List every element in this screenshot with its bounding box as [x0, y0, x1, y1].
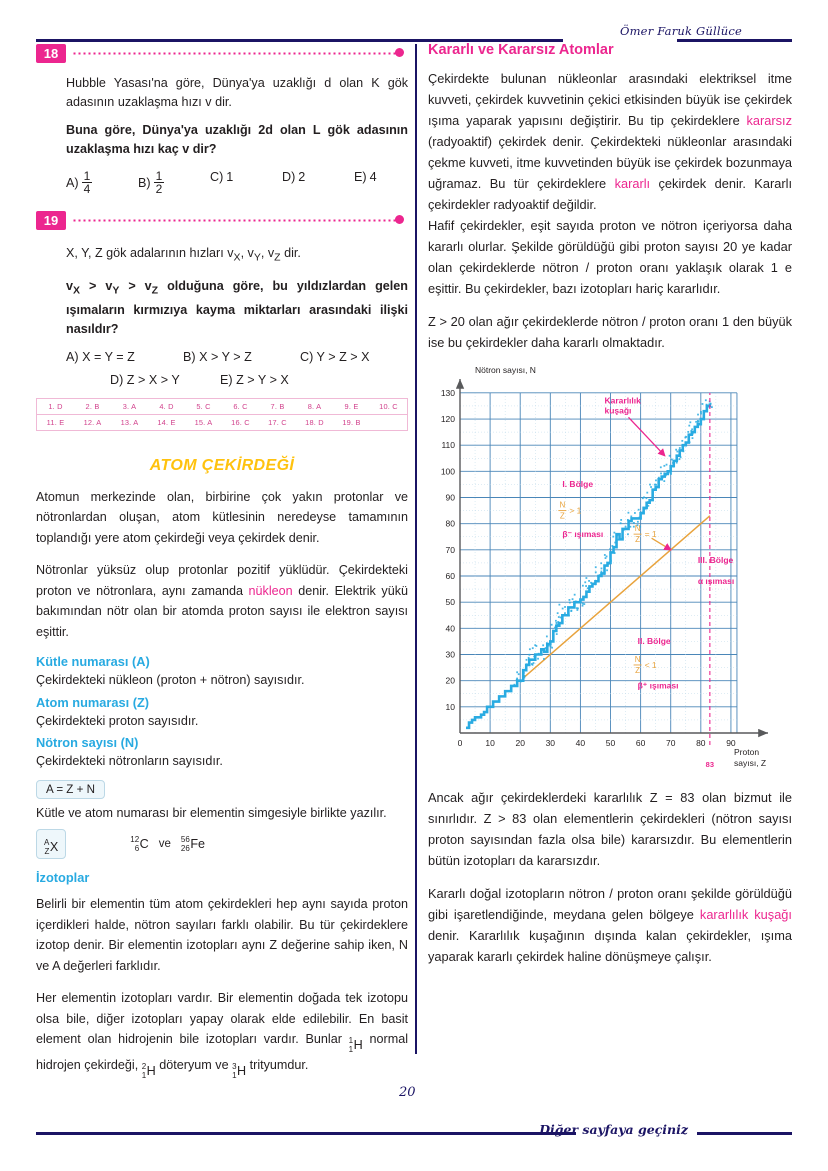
iso3-mass: 3 [232, 1062, 237, 1072]
option-a[interactable] [66, 170, 138, 195]
text-part: denir. Elektrik yükü bakımından nötr olan bir atomda proton sayısı ile elektron sayısı eşittir. [36, 583, 408, 639]
question-19-dotted-rule [72, 219, 398, 222]
paragraph-stability-intro [428, 68, 792, 215]
question-18-ask: Buna göre, Dünya'ya uzaklığı 2d olan L gök adasının uzaklaşma hızı kaç v dir? [66, 123, 408, 156]
example2-atomic-number: 26 [180, 844, 190, 853]
answer-key-row [37, 399, 407, 415]
chart-minor-grid [460, 393, 737, 733]
question-19-header [36, 211, 408, 232]
question-18-number: 18 [36, 44, 66, 63]
text-part: Kararlı doğal izotopların nötron / proton oranı şekilde görüldüğü gibi işaretlendiğinde, meydana gelen bölgeye [428, 886, 792, 922]
answer-cell: 10. C [379, 401, 398, 411]
option-e[interactable] [354, 170, 377, 184]
answer-key [36, 398, 408, 431]
example-conjunction: ve [158, 838, 171, 850]
answer-cell: 16. C [231, 417, 250, 427]
page-footer [36, 1122, 792, 1142]
x-axis-title-line2: sayısı, Z [734, 758, 767, 768]
footer-rule-right [697, 1132, 792, 1135]
y-axis-title: Nötron sayısı, N [475, 365, 536, 375]
y-tick-40: 40 [445, 623, 455, 634]
y-tick-60: 60 [445, 571, 455, 582]
answer-cell: 2. B [85, 401, 100, 411]
def-kutle-numarasi-text: Çekirdekteki nükleon (proton + nötron) sayısıdır. [36, 673, 305, 687]
stability-band-chart [428, 357, 792, 777]
paragraph-hydrogen-isotopes [36, 988, 408, 1082]
answer-cell: 5. C [196, 401, 211, 411]
paragraph-symbol-notation: Kütle ve atom numarası bir elementin simgesiyle birlikte yazılır. [36, 805, 387, 820]
svg-text:Z: Z [635, 535, 641, 545]
annotation-kararlilik-kusagi: Kararlılık [604, 395, 641, 406]
annotation-N-Z---1: = 1 [644, 529, 657, 540]
option-e-value: 4 [369, 170, 377, 184]
def-atom-numarasi-title: Atom numarası (Z) [36, 694, 150, 710]
question-18-body [36, 74, 408, 195]
y-tick-50: 50 [445, 597, 455, 608]
x-axis-title-line1: Proton [734, 747, 760, 757]
chart-svg [428, 357, 792, 777]
iso2-element: H [146, 1064, 156, 1078]
isotope-tritium [232, 1061, 246, 1082]
option-c[interactable] [210, 170, 282, 184]
option-b[interactable] [138, 170, 210, 195]
option-d[interactable] [282, 170, 354, 184]
x-tick-20: 20 [515, 738, 525, 748]
answer-cell: 3. A [122, 401, 137, 411]
iso3-atomic: 1 [232, 1071, 237, 1081]
option-c-value: 1 [226, 170, 234, 184]
option-b-numerator: 1 [155, 169, 163, 183]
option-a-fraction [82, 170, 93, 195]
annotation-N-Z---1: > 1 [569, 505, 582, 516]
iso1-element: H [353, 1037, 363, 1052]
option-b-label: B) [138, 175, 151, 190]
paragraph-stability-band [428, 883, 792, 967]
def-atom-numarasi-text: Çekirdekteki proton sayısıdır. [36, 713, 199, 728]
answer-cell: 19. B [342, 417, 361, 427]
annotation------mas-: α ışıması [697, 575, 735, 586]
option-a[interactable]: A) X = Y = Z [66, 349, 135, 364]
highlight-kararsiz: kararsız [746, 113, 792, 128]
def-notron-sayisi-text: Çekirdekteki nötronların sayısıdır. [36, 754, 223, 768]
chart-annotations [558, 395, 734, 690]
example2-mass-number: 56 [180, 835, 190, 844]
option-b[interactable]: B) X > Y > Z [183, 349, 252, 364]
answer-cell: 1. D [48, 401, 63, 411]
x-tick-90: 90 [726, 738, 736, 748]
paragraph-light-nuclei: Hafif çekirdekler, eşit sayıda proton ve nötron içeriyorsa daha kararlı olurlar. Şekilde görüldüğü gibi proton sayısı 20 ye kadar olan çekirdeklerde nötron / proton oranı yaklaşık olarak 1 e eşittir. Bu çekirdekler, bazı izotopları hariç kararlıdır. [428, 218, 792, 296]
svg-text:Z: Z [559, 511, 565, 521]
y-tick-70: 70 [445, 544, 455, 555]
author-signature: Ömer Faruk Güllüce [619, 24, 743, 38]
answer-cell: 8. A [307, 401, 322, 411]
symbol-element: X [49, 840, 59, 854]
isotope-deuterium [142, 1061, 156, 1082]
question-19-options-row-2 [66, 373, 408, 387]
question-19-number: 19 [36, 211, 66, 230]
section-title-kararli-kararsiz: Kararlı ve Kararsız Atomlar [428, 42, 614, 58]
answer-cell: 14. E [157, 417, 176, 427]
text-part: (radyoaktif) çekirdek denir. Çekirdekteki nükleonlar arasındaki çekme kuvveti, itme kuvvetinden büyük ise çekirdek bozunmaya uğramaz. Bu tür çekirdeklere [428, 134, 792, 191]
option-d-value: 2 [298, 170, 306, 184]
example1-mass-number: 12 [130, 835, 140, 844]
option-c-label: C) [210, 170, 224, 184]
example-carbon-12 [130, 835, 149, 853]
text-part: döteryum ve [155, 1058, 233, 1073]
y-tick-130: 130 [440, 387, 455, 398]
question-18 [36, 44, 408, 195]
x-tick-10: 10 [485, 738, 495, 748]
example-iron-56 [181, 835, 205, 853]
answer-cell: 15. A [194, 417, 213, 427]
example2-element: Fe [190, 837, 206, 851]
nuclide-examples [36, 829, 408, 859]
example1-atomic-number: 6 [134, 844, 140, 853]
y-tick-20: 20 [445, 675, 455, 686]
y-tick-90: 90 [445, 492, 455, 503]
text-part: Nötronlar yüksüz olup protonlar pozitif yüklüdür. Çekirdekteki proton ve nötronlara, aynı zamanda [36, 563, 408, 598]
option-a-denominator: 4 [83, 182, 91, 197]
answer-cell: 6. C [233, 401, 248, 411]
text-part: Her elementin izotopları vardır. Bir elementin doğada tek izotopu olsa bile, diğer izotopları yapay olarak elde edilebilir. En basit element olan hidrojenin bile izotopları vardır. Bunlar [36, 991, 408, 1046]
option-e[interactable]: E) Z > Y > X [220, 372, 289, 387]
formula-a-equals-z-plus-n: A = Z + N [36, 780, 105, 799]
y-tick-30: 30 [445, 649, 455, 660]
paragraph-izotop-definition: Belirli bir elementin tüm atom çekirdekleri hep aynı sayıda proton içerdikleri halde, nötron sayıları farklı olabilir. Bu tür çekirdeklere izotop denir. Bir elementin izotopları aynı Z değerine sahip iken, N ve A değerleri farklıdır. [36, 897, 408, 973]
page-number: 20 [399, 1085, 416, 1100]
answer-cell: 9. E [344, 401, 359, 411]
svg-text:N: N [634, 654, 641, 664]
iso2-mass: 2 [141, 1062, 147, 1072]
z83-label: 83 [705, 760, 715, 769]
answer-cell: 7. B [270, 401, 285, 411]
answer-key-row [37, 415, 407, 430]
text-part: Çekirdekte bulunan nükleonlar arasındaki elektriksel itme kuvveti, çekirdek kuvvetinin çekici etkisinden büyük ise çekirdek ışıma yaparak yapısını değiştirir. Bu tip çekirdeklere [428, 71, 792, 128]
question-19-ask: $v_X > v_Y > v_Z$ olduğuna göre, bu yıldızlardan gelen ışımaların kırmızıya kayma miktarları arasındaki ilişki nasıldır? [66, 278, 408, 336]
option-a-numerator: 1 [83, 169, 91, 183]
question-19 [36, 211, 408, 386]
option-a-label: A) [66, 175, 79, 190]
annotation-N-Z---1: < 1 [644, 659, 657, 670]
svg-text:kuşağı: kuşağı [604, 405, 632, 416]
question-19-body [36, 244, 408, 386]
question-18-header [36, 44, 408, 65]
option-d-label: D) [282, 170, 296, 184]
answer-cell: 17. C [268, 417, 287, 427]
annotation-I--Bölge: I. Bölge [562, 479, 594, 490]
option-c[interactable]: C) Y > Z > X [300, 349, 370, 364]
annotation-II--Bölge: II. Bölge [637, 636, 671, 647]
paragraph-atom-definition: Atomun merkezinde olan, birbirine çok yakın protonlar ve nötronlardan oluşan, atom kütlesinin neredeyse tamamının toplandığı yere atom çekirdeği veya çekirdek denir. [36, 489, 408, 545]
footer-next-page-text: Diğer sayfaya geçiniz [539, 1122, 688, 1137]
x-tick-50: 50 [605, 738, 616, 748]
answer-cell: 11. E [46, 417, 65, 427]
isotope-protium [349, 1035, 363, 1056]
question-18-stem: Hubble Yasası'na göre, Dünya'ya uzaklığı d olan K gök adasının uzaklaşma hızı v dir. [66, 76, 408, 109]
y-tick-120: 120 [440, 414, 455, 425]
x-tick-70: 70 [665, 738, 676, 748]
question-19-stem: X, Y, Z gök adalarının hızları $v_X$, $v_Y$, $v_Z$ dir. [66, 246, 301, 264]
x-tick-80: 80 [696, 738, 706, 748]
footer-rule-left [36, 1132, 576, 1135]
x-tick-60: 60 [635, 738, 646, 748]
annotation-------mas-: β⁺ ışıması [637, 680, 679, 691]
answer-cell: 12. A [83, 417, 102, 427]
column-divider [415, 44, 417, 1054]
stability-band-scatter [514, 399, 713, 685]
paragraph-nucleon [36, 560, 408, 642]
highlight-kararlilik-kusagi: kararlılık kuşağı [699, 907, 792, 922]
text-part: trityumdur. [246, 1058, 309, 1073]
right-column [428, 42, 792, 979]
option-b-fraction [154, 170, 165, 195]
text-part: normal hidrojen çekirdeği, [36, 1032, 408, 1073]
svg-text:N: N [634, 524, 641, 534]
question-19-dot-end [395, 215, 404, 224]
option-e-label: E) [354, 170, 367, 184]
option-b-denominator: 2 [155, 182, 163, 197]
x-tick-0: 0 [457, 738, 463, 748]
annotation-III--Bölge: III. Bölge [697, 554, 734, 565]
y-tick-100: 100 [440, 466, 455, 477]
iso1-mass: 1 [348, 1036, 354, 1045]
symbol-atomic-number: Z [44, 847, 50, 856]
symbol-mass-number: A [44, 838, 50, 847]
answer-cell: 4. D [159, 401, 174, 411]
y-tick-110: 110 [441, 440, 455, 451]
annotation-------mas-: β⁻ ışıması [562, 528, 604, 539]
def-kutle-numarasi-title: Kütle numarası (A) [36, 654, 150, 669]
question-18-dotted-rule [72, 52, 398, 55]
izotoplar-title: İzotoplar [36, 870, 90, 885]
y-tick-10: 10 [445, 701, 455, 712]
def-notron-sayisi-title: Nötron sayısı (N) [36, 735, 139, 750]
question-18-options [66, 170, 408, 195]
topic-title: ATOM ÇEKİRDEĞİ [149, 456, 295, 474]
paragraph-heavy-nuclei: Z > 20 olan ağır çekirdeklerde nötron / proton oranı 1 den büyük ise bu çekirdekler daha kararlı olmaktadır. [428, 314, 792, 350]
answer-cell: 18. D [305, 417, 324, 427]
generic-nuclide-symbol [36, 829, 66, 859]
paragraph-bismuth-limit: Ancak ağır çekirdeklerdeki kararlılık Z = 83 olan bizmut ile sınırlıdır. Z > 83 olan elementlerin çekirdekleri (nötron sayısı proton sayısından fazla olsa bile) kararsızdır. Bu elementlerin bütün izotopları da kararsızdır. [428, 790, 792, 868]
svg-text:Z: Z [635, 665, 641, 675]
x-tick-40: 40 [575, 738, 586, 748]
svg-text:N: N [559, 500, 566, 510]
iso2-atomic: 1 [141, 1071, 147, 1081]
stability-band-series [466, 403, 710, 727]
question-19-options-row-1 [66, 350, 408, 364]
y-tick-80: 80 [445, 518, 455, 529]
text-part: denir. Kararlılık kuşağının dışında kalan çekirdekler, ışıma yaparak kararlı çekirdek haline dönüşmeye çalışır. [428, 928, 792, 964]
highlight-kararli: kararlı [614, 176, 651, 191]
x-tick-30: 30 [545, 738, 556, 748]
highlight-nukleon: nükleon [248, 583, 293, 598]
text-part: çekirdek denir. Kararlı çekirdekler radyoaktif değildir. [428, 176, 792, 212]
answer-cell: 13. A [120, 417, 139, 427]
example1-element: C [139, 837, 149, 851]
option-d[interactable]: D) Z > X > Y [110, 372, 180, 387]
iso3-element: H [237, 1064, 247, 1078]
iso1-atomic: 1 [348, 1045, 354, 1054]
left-column [36, 44, 408, 1094]
question-18-dot-end [395, 48, 404, 57]
